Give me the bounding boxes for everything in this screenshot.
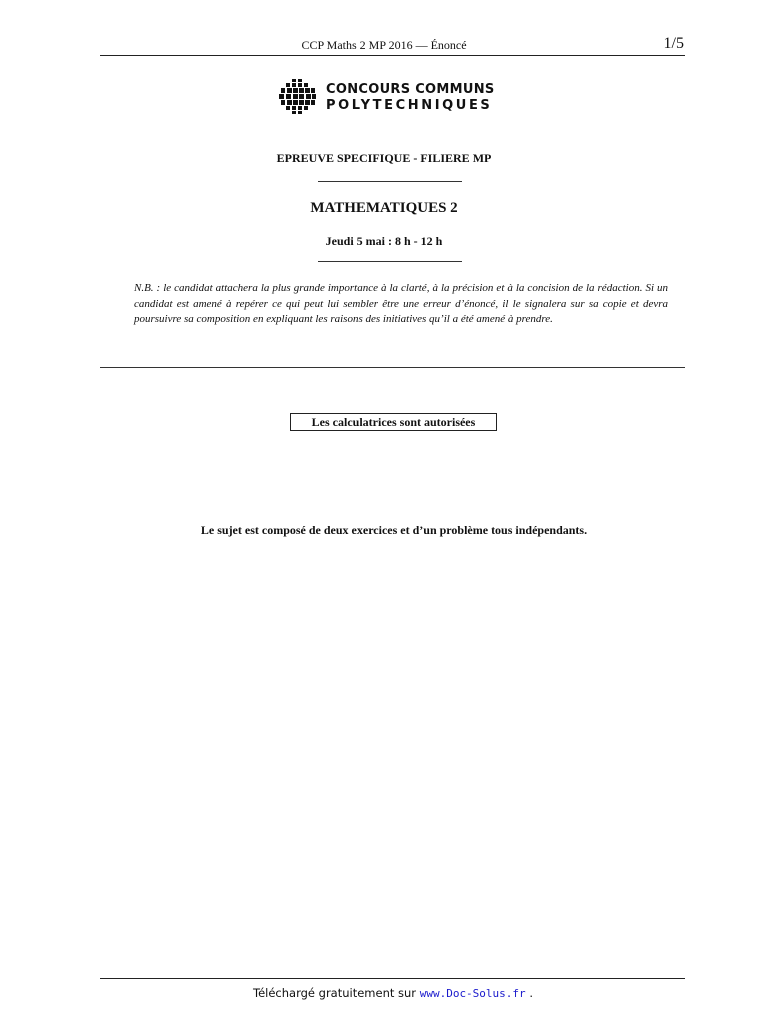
logo-line-1: CONCOURS COMMUNS [326,82,495,97]
header-rule [100,55,685,56]
title-rule-1 [318,181,462,182]
subject-intro: Le sujet est composé de deux exercices et d’un problème tous indépendants. [200,523,588,537]
exam-subject: MATHEMATIQUES 2 [310,200,458,216]
exam-track: EPREUVE SPECIFIQUE - FILIERE MP [276,151,492,165]
calculators-notice: Les calculatrices sont autorisées [290,413,497,431]
footer-prefix: Téléchargé gratuitement sur [253,986,417,1000]
footer-link[interactable]: www.Doc-Solus.fr [419,987,526,1000]
ccp-logo [278,78,508,114]
nb-notice: N.B. : le candidat attachera la plus grande importance à la clarté, à la précision et à la concision de la rédaction. Si un candidat est amené à repérer ce qui peut lui sembler être une erreur d’énoncé, il le signalera sur sa copie et devra poursuivre sa composition en expliquant les raisons des initiatives qu’il a été amené à prendre. [134,282,668,325]
page-header-title: CCP Maths 2 MP 2016 — Énoncé [301,38,467,52]
exam-date: Jeudi 5 mai : 8 h - 12 h [325,234,443,248]
page-number: 1/5 [663,35,684,52]
footer-suffix: . [529,986,533,1000]
section-rule [100,367,685,368]
globe-logo-icon [278,78,318,114]
footer [0,986,768,1000]
footer-rule [100,978,685,979]
logo-wordmark [326,82,495,114]
title-rule-2 [318,261,462,262]
logo-line-2: POLYTECHNIQUES [326,98,493,113]
